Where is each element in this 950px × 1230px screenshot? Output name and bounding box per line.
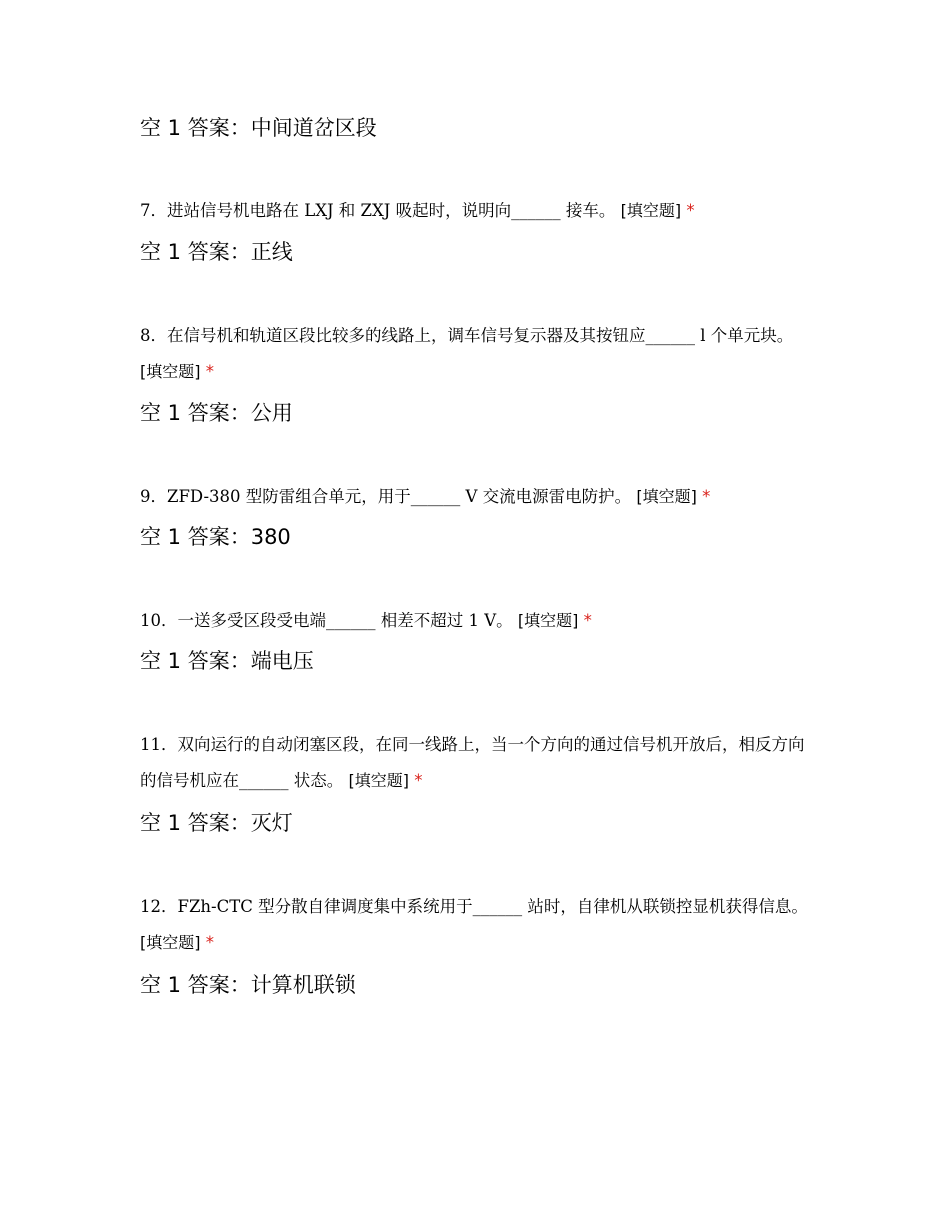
question-10 bbox=[140, 603, 810, 639]
question-text: 8．在信号机和轨道区段比较多的线路上，调车信号复示器及其按钮应______ l 个单元块。 bbox=[140, 326, 794, 345]
required-marker: * bbox=[205, 933, 214, 952]
question-text: 7．进站信号机电路在 LXJ 和 ZXJ 吸起时，说明向______ 接车。 bbox=[140, 201, 616, 220]
answer-line: 空 1 答案：380 bbox=[140, 525, 291, 549]
question-12 bbox=[140, 889, 810, 961]
question-text: 9．ZFD-380 型防雷组合单元，用于______ V 交流电源雷电防护。 bbox=[140, 487, 632, 506]
required-marker: * bbox=[205, 362, 214, 381]
question-type-tag: [填空题] bbox=[140, 933, 201, 952]
answer-line: 空 1 答案：计算机联锁 bbox=[140, 973, 356, 997]
required-marker: * bbox=[414, 771, 423, 790]
question-text: 10．一送多受区段受电端______ 相差不超过 1 V。 bbox=[140, 611, 513, 630]
answer-line: 空 1 答案：公用 bbox=[140, 401, 293, 425]
question-11 bbox=[140, 727, 810, 799]
question-type-tag: [填空题] bbox=[140, 362, 201, 381]
question-9 bbox=[140, 479, 810, 515]
required-marker: * bbox=[583, 611, 592, 630]
question-type-tag: [填空题] bbox=[517, 611, 579, 630]
required-marker: * bbox=[702, 487, 711, 506]
question-type-tag: [填空题] bbox=[636, 487, 697, 506]
answer-line: 空 1 答案：正线 bbox=[140, 240, 293, 264]
question-7 bbox=[140, 193, 810, 229]
answer-line: 空 1 答案：灭灯 bbox=[140, 811, 293, 835]
required-marker: * bbox=[686, 201, 695, 220]
question-text: 12．FZh-CTC 型分散自律调度集中系统用于______ 站时，自律机从联锁控显机获得信息。 bbox=[140, 897, 808, 916]
question-8 bbox=[140, 318, 810, 390]
question-type-tag: [填空题] bbox=[620, 201, 682, 220]
question-text: 11．双向运行的自动闭塞区段，在同一线路上，当一个方向的通过信号机开放后，相反方向的信号机应在______ 状态。 bbox=[140, 735, 805, 790]
answer-line: 空 1 答案：端电压 bbox=[140, 649, 314, 673]
answer-line: 空 1 答案：中间道岔区段 bbox=[140, 116, 377, 140]
question-type-tag: [填空题] bbox=[348, 771, 409, 790]
